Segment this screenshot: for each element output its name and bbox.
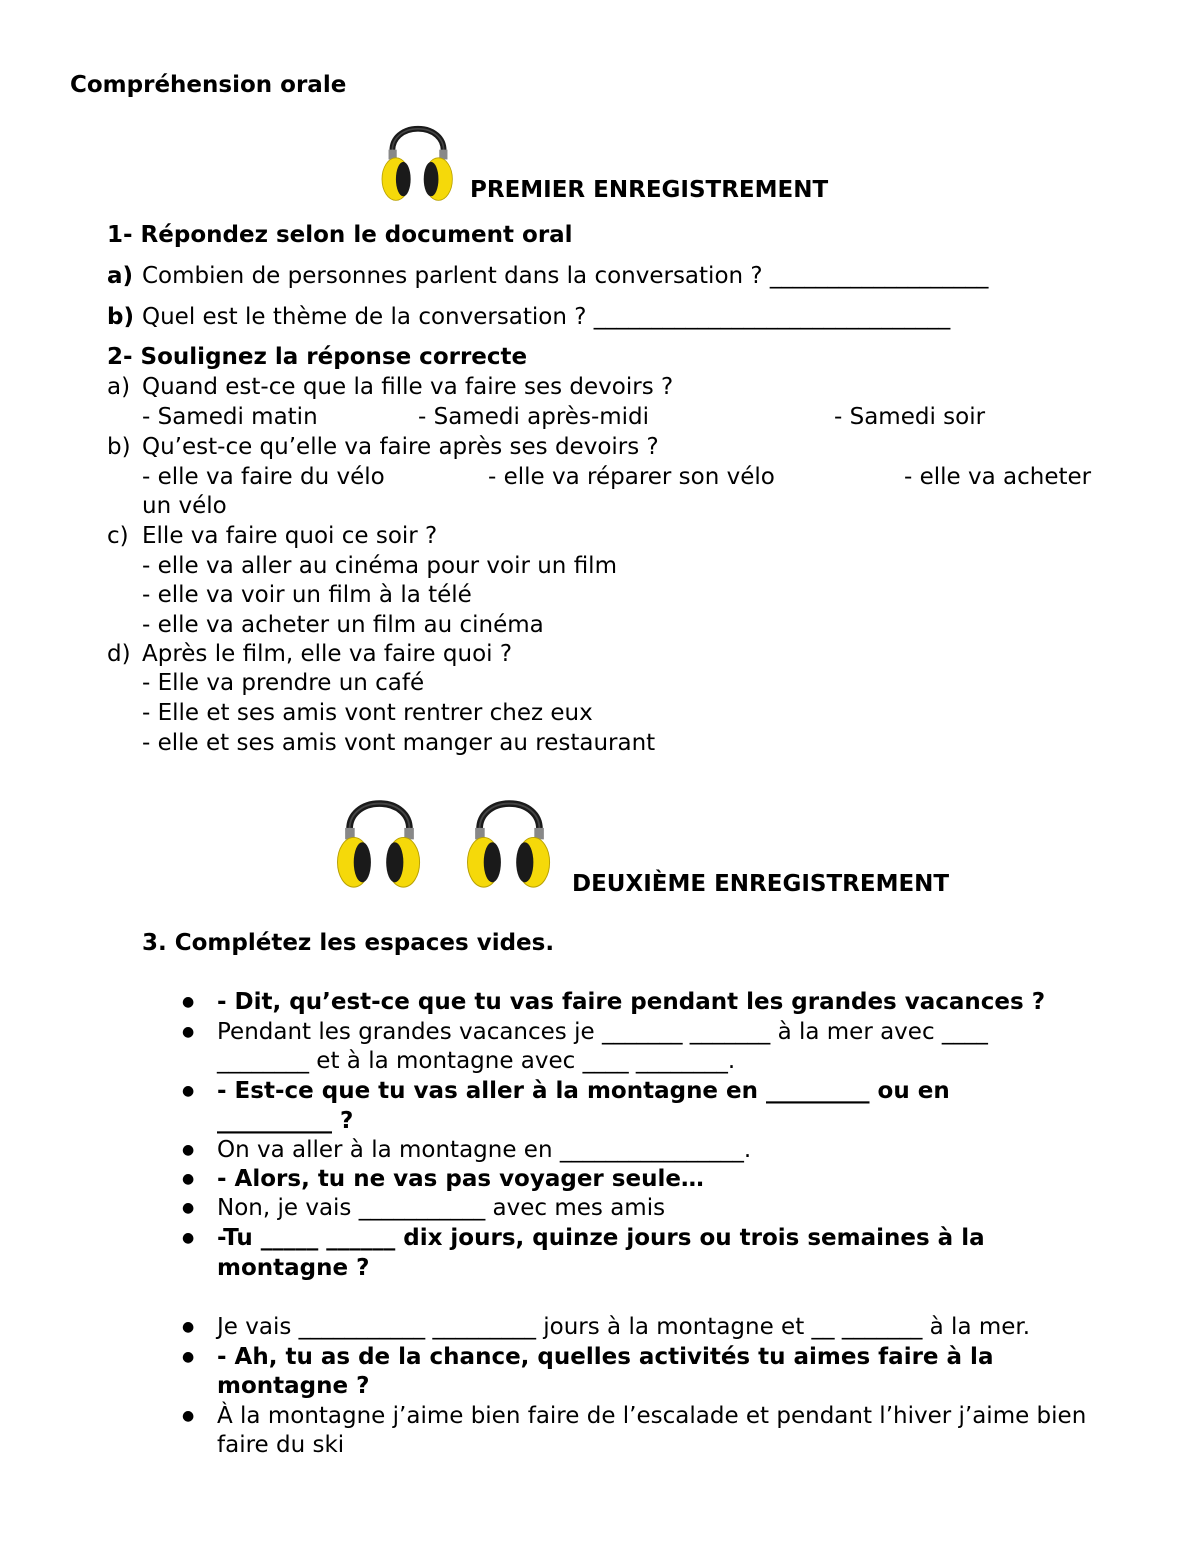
dialogue-line: - Est-ce que tu vas aller à la montagne en _________ ou en [217, 1078, 950, 1104]
bullet-icon: ● [182, 1319, 195, 1335]
bullet-icon: ● [182, 1083, 195, 1099]
bullet-icon: ● [182, 1024, 195, 1040]
headphones-icon [452, 784, 567, 889]
q2d-letter: d) [107, 641, 131, 667]
section1-heading: PREMIER ENREGISTREMENT [470, 177, 829, 203]
q2c-letter: c) [107, 523, 129, 549]
q3-title: 3. Complétez les espaces vides. [142, 930, 555, 956]
dialogue-line: On va aller à la montagne en ________________. [217, 1137, 752, 1163]
headphones-icon [322, 784, 437, 889]
bullet-icon: ● [182, 1171, 195, 1187]
dialogue-line: faire du ski [217, 1432, 345, 1458]
q2d-option-3: - elle et ses amis vont manger au restaurant [142, 730, 656, 756]
q1b-text: Quel est le thème de la conversation ? _______________________________ [142, 304, 951, 330]
q1a-text: Combien de personnes parlent dans la conversation ? ___________________ [142, 263, 989, 289]
dialogue-line: montagne ? [217, 1373, 370, 1399]
q2b-option-1: - elle va faire du vélo [142, 464, 385, 490]
dialogue-line: montagne ? [217, 1255, 370, 1281]
dialogue-line: Non, je vais ___________ avec mes amis [217, 1195, 666, 1221]
q2c-option-3: - elle va acheter un film au cinéma [142, 612, 544, 638]
bullet-icon: ● [182, 1200, 195, 1216]
headphones-icon [372, 112, 464, 202]
bullet-icon: ● [182, 1408, 195, 1424]
q2b-letter: b) [107, 434, 131, 460]
q2a-question: Quand est-ce que la fille va faire ses devoirs ? [142, 374, 674, 400]
q2b-option-3: - elle va acheter [904, 464, 1092, 490]
q1a-letter: a) [107, 263, 134, 289]
dialogue-line: ________ et à la montagne avec ____ ________. [217, 1048, 736, 1074]
q2c-option-1: - elle va aller au cinéma pour voir un film [142, 553, 617, 579]
q2d-question: Après le film, elle va faire quoi ? [142, 641, 513, 667]
q2d-option-1: - Elle va prendre un café [142, 670, 425, 696]
q1-title: 1- Répondez selon le document oral [107, 222, 573, 248]
dialogue-line: - Alors, tu ne vas pas voyager seule… [217, 1166, 704, 1192]
section2-heading: DEUXIÈME ENREGISTREMENT [572, 871, 950, 897]
q2b-question: Qu’est-ce qu’elle va faire après ses devoirs ? [142, 434, 659, 460]
dialogue-line: __________ ? [217, 1108, 354, 1134]
dialogue-line: - Dit, qu’est-ce que tu vas faire pendant les grandes vacances ? [217, 989, 1046, 1015]
bullet-icon: ● [182, 994, 195, 1010]
dialogue-line: - Ah, tu as de la chance, quelles activités tu aimes faire à la [217, 1344, 994, 1370]
dialogue-line: À la montagne j’aime bien faire de l’escalade et pendant l’hiver j’aime bien [217, 1403, 1087, 1429]
bullet-icon: ● [182, 1142, 195, 1158]
q2-title: 2- Soulignez la réponse correcte [107, 344, 528, 370]
page-title: Compréhension orale [70, 72, 347, 98]
q2b-option-2: - elle va réparer son vélo [488, 464, 775, 490]
q2c-question: Elle va faire quoi ce soir ? [142, 523, 438, 549]
dialogue-line: -Tu _____ ______ dix jours, quinze jours ou trois semaines à la [217, 1225, 985, 1251]
bullet-icon: ● [182, 1349, 195, 1365]
q2b-continuation: un vélo [142, 493, 227, 519]
q2d-option-2: - Elle et ses amis vont rentrer chez eux [142, 700, 593, 726]
dialogue-line: Je vais ___________ _________ jours à la montagne et __ _______ à la mer. [217, 1314, 1031, 1340]
q2a-option-3: - Samedi soir [834, 404, 986, 430]
q2c-option-2: - elle va voir un film à la télé [142, 582, 472, 608]
q1b-letter: b) [107, 304, 134, 330]
bullet-icon: ● [182, 1230, 195, 1246]
q2a-option-1: - Samedi matin [142, 404, 318, 430]
q2a-letter: a) [107, 374, 131, 400]
dialogue-line: Pendant les grandes vacances je _______ _______ à la mer avec ____ [217, 1019, 988, 1045]
q2a-option-2: - Samedi après-midi [418, 404, 650, 430]
